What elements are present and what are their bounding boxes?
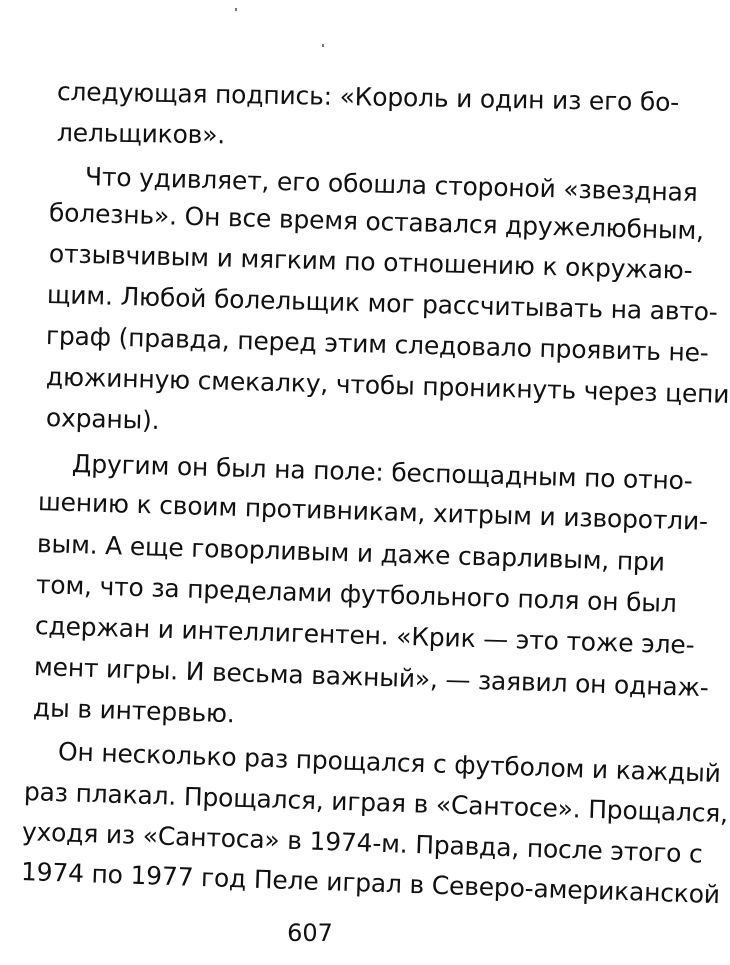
text-line: щим. Любой болельщик мог рассчитывать на авто-	[46, 280, 718, 327]
text-line: отзывчивым и мягким по отношению к окружаю-	[48, 239, 693, 285]
text-line: раз плакал. Прощался, играя в «Сантосе». Прощался,	[23, 777, 729, 829]
text-line: следующая подпись: «Король и один из его бо-	[56, 77, 680, 117]
text-line: граф (правда, перед этим следовало проявить не-	[45, 321, 709, 368]
scan-mark	[322, 44, 324, 47]
text-line: том, что за пределами футбольного поля он был	[35, 570, 678, 619]
text-line: лельщиков».	[56, 118, 226, 150]
text-line: Что удивляет, его обошла стороной «звездная	[84, 162, 698, 208]
text-line: вым. А еще говорливым и даже сварливым, при	[36, 529, 666, 577]
text-line: шению к своим противникам, хитрым и изворотли-	[37, 487, 709, 536]
text-line: ды в интервью.	[32, 693, 236, 729]
text-line: мент игры. И весьма важный», — заявил он однаж-	[33, 652, 710, 703]
text-line: сдержан и интеллигентен. «Крик — это тоже эле-	[34, 611, 695, 660]
text-line: охраны).	[45, 403, 160, 435]
scan-mark	[235, 8, 237, 11]
text-line: уходя из «Сантоса» в 1974-м. Правда, после этого с	[21, 817, 704, 869]
text-line: дюжинную смекалку, чтобы проникнуть через цепи	[45, 362, 730, 409]
text-line: 1974 по 1977 год Пеле играл в Северо-американской	[20, 857, 721, 910]
text-line: болезнь». Он все время оставался дружелюбным,	[48, 198, 705, 246]
page-number: 607	[287, 919, 333, 947]
text-line: Он несколько раз прощался с футболом и каждый	[57, 737, 722, 788]
text-line: Другим он был на поле: беспощадным по отно-	[71, 449, 693, 496]
